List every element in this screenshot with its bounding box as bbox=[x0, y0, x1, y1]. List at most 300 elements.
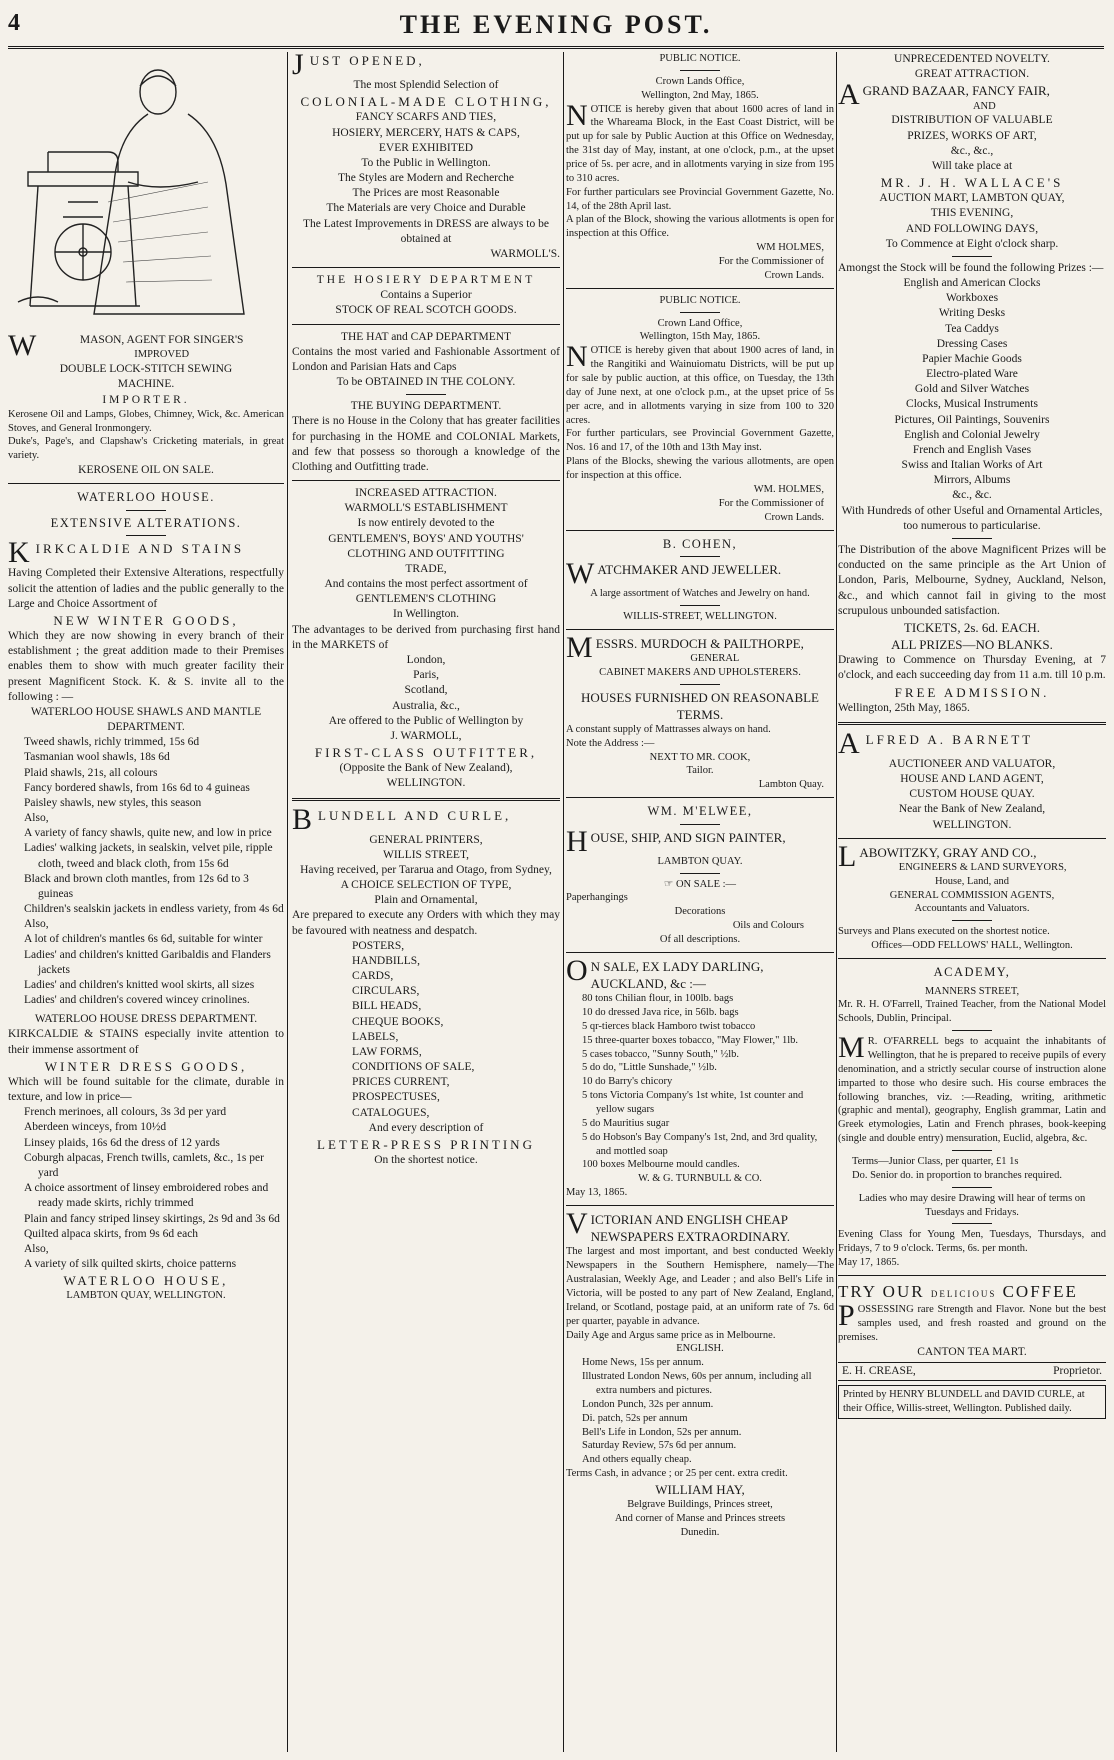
column-rule bbox=[287, 52, 288, 1752]
turnbull-date: May 13, 1865. bbox=[566, 1187, 628, 1199]
academy-body: R. O'FARRELL begs to acquaint the inhabitants of Wellington, that he is prepared to receive pupils of every denomination, and a strictly secular course of instruction alone imparted to those who desire such. His course embraces the following branches, viz. :—Reading, writing, arithmetic (graphic and mental), geography, English grammar, Latin and Greek etymologies, Latin and French phrases, book-keeping (single and double entry) mensuration, Euclid, algebra, &c. bbox=[838, 1036, 1106, 1145]
list-item: Gold and Silver Watches bbox=[914, 383, 1030, 396]
coffee-body: OSSESSING rare Strength and Flavor. None but the best samples used, and fresh roasted and ground on the premises. bbox=[838, 1304, 1106, 1344]
sewing-machine-illustration bbox=[8, 52, 284, 322]
wallace-bazaar-ad bbox=[838, 52, 1106, 716]
warmoll-line: TRADE, bbox=[405, 562, 447, 575]
singer-ad-line: MACHINE. bbox=[117, 378, 175, 391]
list-item: Electro-plated Ware bbox=[926, 368, 1018, 381]
warmoll-line: EVER EXHIBITED bbox=[378, 141, 474, 154]
hay-address: Dunedin. bbox=[680, 1526, 720, 1538]
labowitzky-ad bbox=[838, 839, 1106, 953]
list-item: Plain and fancy striped linsey skirtings, 2s 9d and 3s 6d bbox=[24, 1212, 280, 1225]
list-item: A variety of silk quilted skirts, choice patterns bbox=[24, 1258, 237, 1271]
murdoch-ad bbox=[566, 630, 834, 792]
list-item: English and Colonial Jewelry bbox=[904, 428, 1040, 441]
list-item: London Punch, 32s per annum. bbox=[582, 1398, 714, 1410]
list-item: 5 do Mauritius sugar bbox=[582, 1117, 670, 1129]
divider bbox=[566, 288, 834, 289]
notice-office: Crown Lands Office, bbox=[655, 75, 745, 87]
hosiery-heading: THE HOSIERY DEPARTMENT bbox=[316, 274, 536, 287]
divider bbox=[680, 605, 720, 606]
labowitzky-line: Surveys and Plans executed on the shortest notice. bbox=[838, 926, 1050, 938]
divider bbox=[838, 958, 1106, 959]
list-item: CARDS, bbox=[352, 970, 394, 983]
wallace-heading: GREAT ATTRACTION. bbox=[914, 68, 1030, 81]
newspaper-title: THE EVENING POST. bbox=[399, 10, 713, 39]
notice-signature: WM. HOLMES, bbox=[753, 483, 824, 495]
wallace-line: The Distribution of the above Magnificent Prizes will be conducted on the same principle as the Art Union of London, Paris, Melbourne, Sydney, Auckland, Nelson, &c., and which cannot fail in giving to the most scrupulous unbounded satisfaction. bbox=[838, 543, 1106, 617]
list-item: 5 tons Victoria Company's 1st white, 1st counter and yellow sugars bbox=[582, 1090, 804, 1116]
academy-date: May 17, 1865. bbox=[838, 1257, 900, 1269]
list-item: Black and brown cloth mantles, from 12s 6d to 3 guineas bbox=[24, 872, 249, 900]
labowitzky-line: GENERAL COMMISSION AGENTS, bbox=[889, 889, 1055, 901]
wallace-line: &c., &c., bbox=[950, 144, 994, 157]
mcelwee-item: Decorations bbox=[674, 906, 726, 918]
barnett-line: AUCTIONEER AND VALUATOR, bbox=[888, 757, 1056, 770]
drop-cap: J bbox=[292, 52, 307, 81]
firm-name: IRKCALDIE AND STAINS bbox=[35, 541, 245, 557]
divider bbox=[566, 1205, 834, 1206]
dress-goods: WINTER DRESS GOODS, bbox=[44, 1058, 248, 1074]
cohen-body: A large assortment of Watches and Jewelry on hand. bbox=[590, 588, 810, 599]
hay-address: And corner of Manse and Princes streets bbox=[614, 1513, 786, 1524]
wallace-line: Will take place at bbox=[931, 159, 1013, 172]
list-item: 5 cases tobacco, "Sunny South," ½lb. bbox=[582, 1048, 740, 1060]
warmoll-line: The Styles are Modern and Recherche bbox=[338, 172, 514, 185]
list-item: LAW FORMS, bbox=[352, 1045, 422, 1058]
wallace-date: Wellington, 25th May, 1865. bbox=[838, 701, 970, 714]
notice-signature: Crown Lands. bbox=[764, 269, 824, 281]
warmoll-line: The Prices are most Reasonable bbox=[352, 187, 500, 200]
list-item: Ladies' and children's knitted wool skirts, all sizes bbox=[24, 978, 255, 991]
turnbull-ad bbox=[566, 953, 834, 1200]
divider bbox=[952, 538, 992, 539]
wallace-line: AND FOLLOWING DAYS, bbox=[905, 222, 1039, 235]
notice-body: OTICE is hereby given that about 1600 acres of land in the Whareama Block, in the East Coast District, will be put up for sale by Public Auction at this Office on Wednesday, the 31st day of May, instant, at one o'clock, p.m., at the upset price of 5s. per acre, and in allotments varying in size from 195 to 310 acres. bbox=[566, 103, 834, 184]
wallace-line: PRIZES, WORKS OF ART, bbox=[907, 129, 1037, 142]
list-item: Paris, bbox=[413, 669, 439, 682]
warmoll-line: FANCY SCARFS AND TIES, bbox=[355, 111, 497, 124]
labowitzky-line: Offices—ODD FELLOWS' HALL, Wellington. bbox=[871, 940, 1073, 952]
list-item: Workboxes bbox=[945, 292, 999, 305]
academy-street: MANNERS STREET, bbox=[924, 985, 1020, 997]
divider bbox=[952, 1187, 992, 1188]
singer-ad-line: DOUBLE LOCK-STITCH SEWING bbox=[59, 363, 233, 376]
drop-cap: A bbox=[838, 78, 860, 112]
list-item: London, bbox=[406, 654, 446, 666]
divider bbox=[680, 684, 720, 685]
list-item: A lot of children's mantles 6s 6d, suitable for winter bbox=[24, 933, 263, 946]
pointing-hand-icon: ☞ bbox=[663, 878, 674, 890]
notice-body: For further particulars see Provincial Government Gazette, No. 14, of the 28th April last. bbox=[566, 186, 834, 212]
list-item: Dressing Cases bbox=[936, 337, 1008, 350]
blundell-line: Having received, per Tararua and Otago, from Sydney, bbox=[300, 863, 552, 876]
list-item: 80 tons Chilian flour, in 100lb. bags bbox=[582, 993, 734, 1005]
blundell-line: WILLIS STREET, bbox=[382, 848, 470, 861]
divider bbox=[292, 798, 560, 801]
shawls-heading: WATERLOO HOUSE SHAWLS AND MANTLE DEPARTMENT. bbox=[30, 705, 262, 734]
murdoch-heading: ESSRS. MURDOCH & PAILTHORPE, bbox=[595, 635, 804, 651]
list-item: Also, bbox=[24, 812, 49, 825]
hay-heading: ICTORIAN AND ENGLISH CHEAP NEWSPAPERS EXTRAORDINARY. bbox=[590, 1212, 791, 1245]
list-item: Di. patch, 52s per annum bbox=[582, 1412, 688, 1424]
warmoll-heading: UST OPENED, bbox=[309, 53, 425, 68]
list-item: Scotland, bbox=[404, 684, 448, 697]
list-item: Plaid shawls, 21s, all colours bbox=[24, 766, 158, 779]
drop-cap: M bbox=[838, 1031, 865, 1065]
dress-heading: WATERLOO HOUSE DRESS DEPARTMENT. bbox=[34, 1013, 258, 1026]
wallace-line: With Hundreds of other Useful and Ornamental Articles, too numerous to particularise. bbox=[841, 504, 1103, 532]
blundell-curle-ad bbox=[292, 802, 560, 1169]
drop-cap: L bbox=[838, 839, 857, 873]
list-item: 10 do Barry's chicory bbox=[582, 1076, 673, 1088]
notice-date: Wellington, 2nd May, 1865. bbox=[641, 89, 759, 101]
coffee-proprietor: Proprietor. bbox=[1053, 1365, 1102, 1378]
list-item: 10 do dressed Java rice, in 56lb. bags bbox=[582, 1007, 739, 1019]
divider bbox=[566, 530, 834, 531]
warmoll-line: In Wellington. bbox=[393, 608, 459, 621]
drop-cap: P bbox=[838, 1299, 855, 1333]
singer-ad-line: IMPROVED bbox=[134, 349, 190, 361]
barnett-ad bbox=[838, 726, 1106, 833]
labowitzky-line: Accountants and Valuators. bbox=[914, 903, 1030, 915]
murdoch-line: NEXT TO MR. COOK, bbox=[649, 751, 751, 763]
list-item: Mirrors, Albums bbox=[933, 474, 1011, 487]
notice-date: Wellington, 15th May, 1865. bbox=[639, 331, 761, 343]
cohen-title: ATCHMAKER AND JEWELLER. bbox=[597, 562, 782, 577]
singer-ad-lead: MASON, AGENT FOR SINGER'S bbox=[79, 334, 244, 347]
warmoll-line: HOSIERY, MERCERY, HATS & CAPS, bbox=[332, 126, 520, 139]
notice-signature: WM HOLMES, bbox=[756, 242, 824, 254]
cohen-heading: B. COHEN, bbox=[662, 536, 738, 551]
notice-heading: PUBLIC NOTICE. bbox=[659, 294, 741, 306]
wallace-line: AND bbox=[972, 100, 996, 112]
notice-signature: For the Commissioner of bbox=[718, 256, 824, 268]
warmoll-line: The most Splendid Selection of bbox=[353, 79, 499, 91]
academy-terms: Terms—Junior Class, per quarter, £1 1s bbox=[852, 1155, 1019, 1167]
list-item: Tea Caddys bbox=[945, 322, 999, 335]
cohen-ad bbox=[566, 536, 834, 624]
singer-agent-ad bbox=[8, 329, 284, 478]
hat-tail: To be OBTAINED IN THE COLONY. bbox=[336, 376, 516, 389]
blundell-line: LETTER-PRESS PRINTING bbox=[317, 1136, 535, 1152]
list-item: Bell's Life in London, 52s per annum. bbox=[582, 1426, 742, 1438]
dress-intro: KIRKCALDIE & STAINS especially invite attention to their immense assortment of bbox=[8, 1028, 284, 1056]
blundell-line: Are prepared to execute any Orders with which they may be favoured with neatness and despatch. bbox=[292, 909, 560, 937]
list-item: Clocks, Musical Instruments bbox=[906, 398, 1038, 411]
drop-cap: W bbox=[8, 329, 37, 363]
divider bbox=[680, 312, 720, 313]
notice-body: Plans of the Blocks, shewing the various allotments, are open for inspection at this office. bbox=[566, 456, 834, 482]
list-item: Tasmanian wool shawls, 18s 6d bbox=[24, 751, 170, 764]
list-item: Papier Machie Goods bbox=[922, 352, 1022, 365]
academy-terms: Do. Senior do. in proportion to branches required. bbox=[852, 1169, 1062, 1181]
murdoch-line: Tailor. bbox=[686, 765, 714, 777]
waterloo-subheading: EXTENSIVE ALTERATIONS. bbox=[50, 515, 242, 530]
list-item: CONDITIONS OF SALE, bbox=[352, 1061, 475, 1074]
divider bbox=[952, 1223, 992, 1224]
warmoll-line: WARMOLL'S. bbox=[490, 247, 560, 260]
list-item: 15 three-quarter boxes tobacco, "May Flower," 1lb. bbox=[582, 1034, 799, 1046]
list-item: Saturday Review, 57s 6d per annum. bbox=[582, 1440, 737, 1452]
barnett-heading: LFRED A. BARNETT bbox=[865, 731, 1034, 747]
warmoll-line: The Latest Improvements in DRESS are always to be obtained at bbox=[303, 217, 549, 245]
divider bbox=[952, 1150, 992, 1151]
coffee-heading: DELICIOUS bbox=[930, 1288, 997, 1299]
column-rule bbox=[836, 52, 837, 1752]
public-notice-2 bbox=[566, 294, 834, 525]
wallace-line: Drawing to Commence on Thursday Evening, at 7 o'clock, and each succeeding day from 11 a.m. till 10 p.m. bbox=[838, 654, 1106, 682]
list-item: PROSPECTUSES, bbox=[352, 1091, 440, 1104]
list-item: CHEQUE BOOKS, bbox=[352, 1015, 444, 1028]
labowitzky-line: House, Land, and bbox=[934, 875, 1010, 887]
buying-body: There is no House in the Colony that has greater facilities for purchasing in the HOME and COLONIAL Markets, and few that possess so thorough a knowledge of the Clothing and Outfitting trade. bbox=[292, 415, 560, 473]
warmoll-line: (Opposite the Bank of New Zealand), bbox=[339, 762, 513, 775]
academy-evening: Evening Class for Young Men, Tuesdays, Thursdays, and Fridays, 7 to 9 o'clock. Terms, 6s. per month. bbox=[838, 1229, 1106, 1255]
wallace-prizes: ALL PRIZES—NO BLANKS. bbox=[891, 637, 1053, 652]
divider bbox=[126, 510, 166, 511]
wallace-free: FREE ADMISSION. bbox=[894, 684, 1050, 700]
mcelwee-sale: ON SALE :— bbox=[675, 878, 737, 890]
list-item: Paisley shawls, new styles, this season bbox=[24, 796, 202, 809]
wallace-line: THIS EVENING, bbox=[930, 207, 1014, 220]
list-item: French merinoes, all colours, 3s 3d per yard bbox=[24, 1106, 227, 1119]
list-item: POSTERS, bbox=[352, 939, 405, 952]
mcelwee-title: OUSE, SHIP, AND SIGN PAINTER, bbox=[590, 829, 786, 845]
establishment: WARMOLL'S ESTABLISHMENT bbox=[344, 502, 508, 515]
blundell-heading: LUNDELL AND CURLE, bbox=[318, 807, 512, 823]
wallace-line: To Commence at Eight o'clock sharp. bbox=[885, 237, 1059, 250]
singer-ad-tail: KEROSENE OIL ON SALE. bbox=[78, 464, 214, 477]
list-item: 5 qr-tierces black Hamboro twist tobacco bbox=[582, 1020, 756, 1032]
warmoll-outfitter: FIRST-CLASS OUTFITTER, bbox=[314, 745, 538, 761]
wallace-line: Amongst the Stock will be found the following Prizes :— bbox=[838, 261, 1104, 274]
mcelwee-item: Paperhangings bbox=[566, 892, 628, 904]
wallace-heading: UNPRECEDENTED NOVELTY. bbox=[894, 53, 1050, 65]
labowitzky-line: ENGINEERS & LAND SURVEYORS, bbox=[898, 861, 1067, 873]
warmoll-line: CLOTHING AND OUTFITTING bbox=[347, 547, 505, 560]
list-item: PRICES CURRENT, bbox=[352, 1076, 450, 1089]
hay-english: ENGLISH. bbox=[676, 1343, 724, 1355]
drop-cap: O bbox=[566, 953, 588, 987]
coffee-heading: TRY OUR bbox=[838, 1281, 925, 1301]
list-item: French and English Vases bbox=[912, 443, 1032, 456]
barnett-line: CUSTOM HOUSE QUAY. bbox=[909, 788, 1035, 801]
turnbull-signature: W. & G. TURNBULL & CO. bbox=[638, 1173, 762, 1185]
page-number: 4 bbox=[8, 10, 20, 36]
column-2 bbox=[292, 52, 560, 1752]
divider bbox=[292, 324, 560, 325]
warmoll-ad bbox=[292, 52, 560, 792]
wallace-line: AUCTION MART, LAMBTON QUAY, bbox=[879, 192, 1065, 205]
divider bbox=[838, 838, 1106, 839]
hay-body: Daily Age and Argus same price as in Melbourne. bbox=[566, 1329, 776, 1341]
mcelwee-ad bbox=[566, 803, 834, 947]
mcelwee-address: LAMBTON QUAY. bbox=[657, 855, 743, 867]
list-item: Illustrated London News, 60s per annum, including all extra numbers and pictures. bbox=[582, 1371, 812, 1396]
academy-heading: ACADEMY, bbox=[933, 965, 1011, 979]
printer-imprint: Printed by HENRY BLUNDELL and DAVID CURLE, at their Office, Willis-street, Wellington. Published daily. bbox=[838, 1385, 1106, 1419]
hay-signature: WILLIAM HAY, bbox=[655, 1481, 745, 1497]
list-item: English and American Clocks bbox=[903, 277, 1041, 290]
divider bbox=[680, 824, 720, 825]
divider bbox=[680, 556, 720, 557]
wallace-line: MR. J. H. WALLACE'S bbox=[880, 175, 1064, 191]
divider bbox=[680, 873, 720, 874]
drop-cap: M bbox=[566, 630, 593, 664]
mcelwee-heading: WM. M'ELWEE, bbox=[647, 804, 753, 819]
divider bbox=[292, 480, 560, 481]
notice-body: A plan of the Block, showing the various allotments is open for inspection at this Office. bbox=[566, 214, 834, 240]
divider bbox=[952, 1030, 992, 1031]
list-item: 100 boxes Melbourne mould candles. bbox=[582, 1159, 740, 1171]
warmoll-line: GENTLEMEN'S, BOYS' AND YOUTHS' bbox=[328, 532, 524, 545]
coffee-heading: COFFEE bbox=[1002, 1281, 1078, 1301]
murdoch-line: CABINET MAKERS AND UPHOLSTERERS. bbox=[599, 666, 801, 678]
blundell-line: Plain and Ornamental, bbox=[374, 894, 478, 907]
dress-body: Which will be found suitable for the climate, durable in texture, and low in price— bbox=[8, 1075, 284, 1104]
hosiery-line: Contains a Superior bbox=[380, 289, 472, 302]
notice-body: For further particulars, see Provincial Government Gazette, Nos. 16 and 17, of the 10th and 13th May inst. bbox=[566, 428, 834, 454]
warmoll-line: The advantages to be derived from purchasing first hand in the MARKETS of bbox=[292, 623, 560, 651]
list-item: CIRCULARS, bbox=[352, 985, 420, 998]
notice-heading: PUBLIC NOTICE. bbox=[659, 53, 741, 64]
cohen-address: WILLIS-STREET, WELLINGTON. bbox=[623, 610, 777, 622]
list-item: &c., &c. bbox=[952, 489, 992, 502]
list-item: Also, bbox=[24, 918, 49, 931]
academy-drawing: Ladies who may desire Drawing will hear of terms on Tuesdays and Fridays. bbox=[858, 1192, 1086, 1218]
list-item: HANDBILLS, bbox=[352, 954, 421, 967]
singer-ad-body: Kerosene Oil and Lamps, Globes, Chimney, Wick, &c. American Stoves, and General Ironmongery. bbox=[8, 408, 284, 434]
divider bbox=[838, 722, 1106, 725]
list-item: Linsey plaids, 16s 6d the dress of 12 yards bbox=[24, 1136, 220, 1149]
labowitzky-heading: ABOWITZKY, GRAY AND CO., bbox=[859, 844, 1037, 860]
list-item: Ladies' walking jackets, in sealskin, velvet pile, ripple cloth, tweed and black cloth, from 15s 6d bbox=[24, 842, 273, 870]
turnbull-heading: N SALE, EX LADY DARLING, AUCKLAND, &c :— bbox=[590, 958, 764, 992]
waterloo-intro: Having Completed their Extensive Alterations, respectfully solicit the attention of ladies and the public generally to the Large and Choice Assortment of bbox=[8, 567, 284, 610]
hay-newspapers-ad bbox=[566, 1207, 834, 1540]
barnett-line: HOUSE AND LAND AGENT, bbox=[900, 773, 1044, 785]
divider bbox=[566, 629, 834, 630]
notice-body: OTICE is hereby given that about 1900 acres of land, in the Rangitiki and Wainuiomatu Districts, will be put up for sale by public auction, at this office, on Tuesday, the 13th day of June next, at one o'clock p.m., at the upset price of 5s per acre, and in allotments varying in size from 100 to 320 acres. bbox=[566, 345, 834, 426]
list-item: And others equally cheap. bbox=[582, 1454, 692, 1466]
list-item: BILL HEADS, bbox=[352, 1000, 422, 1013]
list-item: A choice assortment of linsey embroidered robes and ready made skirts, richly trimmed bbox=[24, 1182, 269, 1210]
academy-intro: Mr. R. H. O'Farrell, Trained Teacher, from the National Model Schools, Dublin, Principal. bbox=[838, 999, 1106, 1025]
column-4 bbox=[838, 52, 1106, 1752]
drop-cap: A bbox=[838, 726, 863, 760]
buying-heading: THE BUYING DEPARTMENT. bbox=[350, 400, 502, 413]
public-notice-1 bbox=[566, 52, 834, 283]
list-item: CATALOGUES, bbox=[352, 1106, 430, 1119]
divider bbox=[566, 952, 834, 953]
column-1 bbox=[8, 52, 284, 1752]
list-item: Australia, &c., bbox=[392, 699, 460, 712]
mcelwee-item: Oils and Colours bbox=[732, 920, 804, 932]
drop-cap: H bbox=[566, 824, 588, 858]
waterloo-heading: WATERLOO HOUSE. bbox=[77, 490, 215, 505]
list-item: Ladies' and children's covered wincey crinolines. bbox=[24, 994, 250, 1007]
warmoll-name: J. WARMOLL, bbox=[390, 729, 462, 742]
blundell-line: A CHOICE SELECTION OF TYPE, bbox=[340, 879, 512, 892]
barnett-line: WELLINGTON. bbox=[932, 818, 1012, 831]
divider bbox=[8, 483, 284, 484]
divider bbox=[292, 267, 560, 268]
drop-cap: V bbox=[566, 1207, 588, 1241]
notice-signature: For the Commissioner of bbox=[718, 497, 824, 509]
hay-terms: Terms Cash, in advance ; or 25 per cent. extra credit. bbox=[566, 1468, 788, 1480]
list-item: 5 do Hobson's Bay Company's 1st, 2nd, and 3rd quality, and mottled soap bbox=[582, 1131, 818, 1157]
blundell-line: On the shortest notice. bbox=[374, 1154, 478, 1167]
warmoll-line: Are offered to the Public of Wellington by bbox=[328, 714, 524, 727]
murdoch-line: A constant supply of Mattrasses always on hand. bbox=[566, 723, 771, 735]
murdoch-line: GENERAL bbox=[690, 652, 740, 664]
warmoll-line: To the Public in Wellington. bbox=[361, 156, 491, 169]
list-item: Home News, 15s per annum. bbox=[582, 1357, 704, 1369]
academy-ad bbox=[838, 964, 1106, 1270]
increased-attraction: INCREASED ATTRACTION. bbox=[355, 487, 497, 500]
waterloo-goods: NEW WINTER GOODS, bbox=[53, 612, 239, 628]
drop-cap: K bbox=[8, 536, 33, 570]
column-rule bbox=[563, 52, 564, 1752]
notice-office: Crown Land Office, bbox=[657, 317, 743, 329]
waterloo-body: Which they are now showing in every branch of their establishment ; the great addition made to their Premises enables them to show with much greater facility their present Magnificent Stock. K. & S. invite all to the following : — bbox=[8, 630, 284, 703]
waterloo-address: LAMBTON QUAY, WELLINGTON. bbox=[66, 1290, 226, 1302]
list-item: A variety of fancy shawls, quite new, and low in price bbox=[24, 827, 272, 840]
list-item: Quilted alpaca skirts, from 9s 6d each bbox=[24, 1227, 199, 1240]
list-item: Fancy bordered shawls, from 16s 6d to 4 guineas bbox=[24, 781, 250, 794]
hat-body: Contains the most varied and Fashionable Assortment of London and Parisian Hats and Caps bbox=[292, 345, 560, 373]
list-item: Tweed shawls, richly trimmed, 15s 6d bbox=[24, 736, 200, 749]
singer-ad-line: IMPORTER. bbox=[102, 393, 190, 406]
list-item: Swiss and Italian Works of Art bbox=[901, 459, 1043, 472]
warmoll-line: WELLINGTON. bbox=[386, 777, 466, 790]
murdoch-line: HOUSES FURNISHED ON REASONABLE TERMS. bbox=[581, 689, 819, 722]
murdoch-line: Lambton Quay. bbox=[758, 779, 824, 791]
column-3 bbox=[566, 52, 834, 1752]
warmoll-line: GENTLEMEN'S CLOTHING bbox=[355, 593, 497, 606]
blundell-line: And every description of bbox=[368, 1121, 484, 1134]
list-item: Aberdeen winceys, from 10½d bbox=[24, 1121, 167, 1134]
coffee-owner: E. H. CREASE, bbox=[842, 1365, 916, 1378]
list-item: Pictures, Oil Paintings, Souvenirs bbox=[894, 413, 1050, 426]
wallace-line: DISTRIBUTION OF VALUABLE bbox=[891, 114, 1053, 127]
divider bbox=[126, 535, 166, 536]
hay-address: Belgrave Buildings, Princes street, bbox=[627, 1499, 773, 1511]
drop-cap: B bbox=[292, 802, 316, 836]
wallace-tickets: TICKETS, 2s. 6d. EACH. bbox=[903, 619, 1041, 635]
wallace-line: GRAND BAZAAR, FANCY FAIR, bbox=[862, 83, 1050, 99]
hat-heading: THE HAT and CAP DEPARTMENT bbox=[340, 330, 512, 343]
barnett-line: Near the Bank of New Zealand, bbox=[898, 803, 1046, 816]
warmoll-line: COLONIAL-MADE CLOTHING, bbox=[300, 94, 552, 110]
murdoch-line: Note the Address :— bbox=[566, 737, 655, 749]
coffee-mart: CANTON TEA MART. bbox=[917, 1345, 1027, 1358]
blundell-line: GENERAL PRINTERS, bbox=[369, 833, 483, 846]
warmoll-line: Is now entirely devoted to the bbox=[357, 517, 495, 530]
hosiery-line: STOCK OF REAL SCOTCH GOODS. bbox=[335, 304, 517, 317]
notice-signature: Crown Lands. bbox=[764, 511, 824, 523]
divider bbox=[680, 70, 720, 71]
waterloo-footer: WATERLOO HOUSE, bbox=[63, 1273, 229, 1289]
drop-cap: W bbox=[566, 557, 595, 590]
list-item: LABELS, bbox=[352, 1030, 399, 1043]
masthead bbox=[8, 6, 1104, 49]
divider bbox=[952, 256, 992, 257]
list-item: Writing Desks bbox=[938, 307, 1006, 320]
drop-cap: N bbox=[566, 340, 588, 374]
